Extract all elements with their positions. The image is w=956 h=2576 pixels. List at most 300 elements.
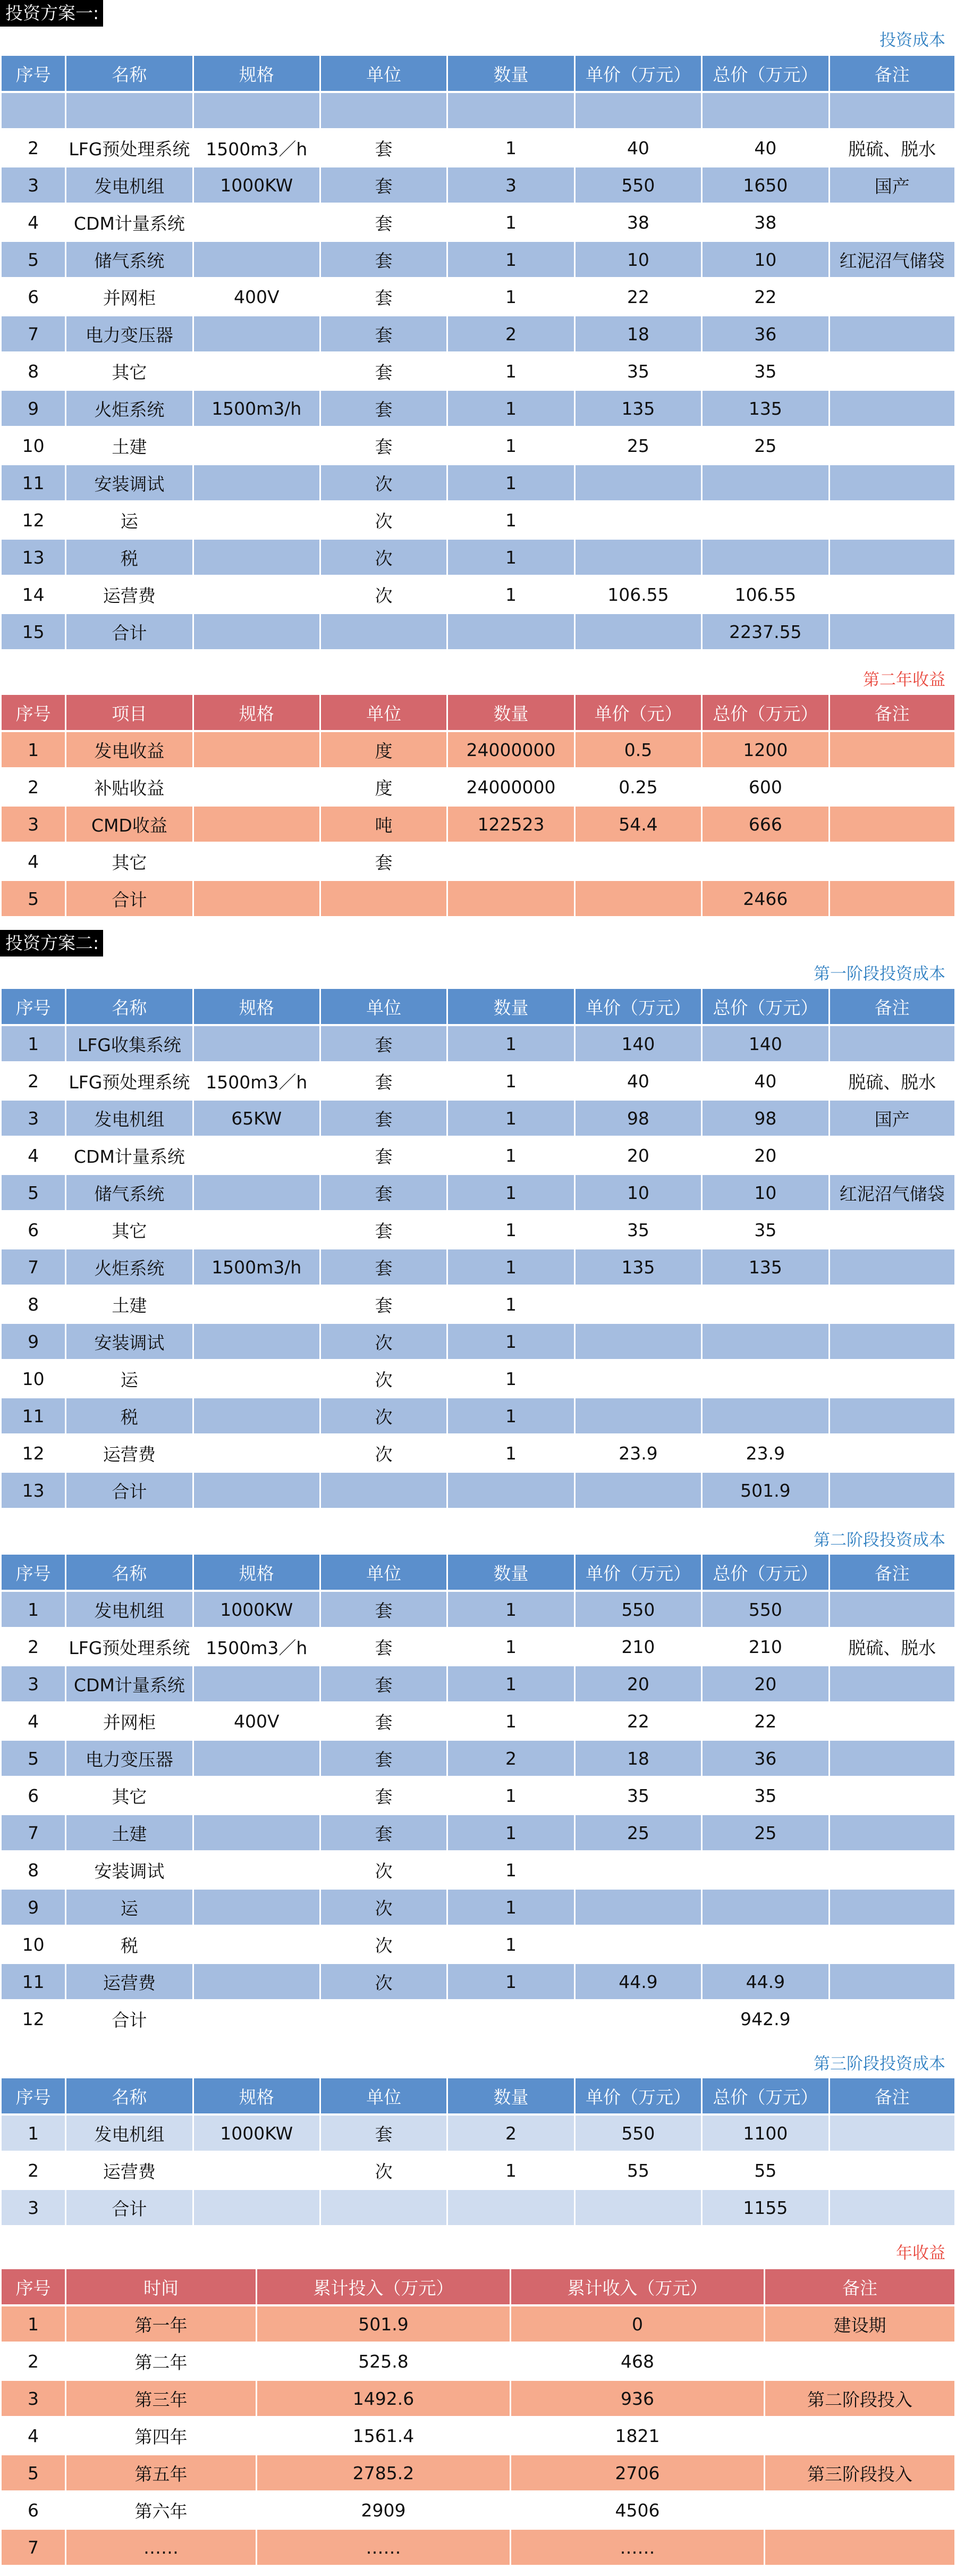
table-cell: 40 [576,130,701,165]
table-cell [194,614,319,649]
table-cell: 套 [321,1249,446,1285]
table-cell: 4 [2,205,65,240]
table-cell: 发电机组 [66,1101,192,1136]
table-cell: 1 [448,1361,573,1396]
table-cell: 1100 [703,2116,828,2151]
table-row [2,1101,954,1136]
table-cell: 35 [703,354,828,389]
table-cell: 运 [66,502,192,538]
table-cell: 44.9 [576,1964,701,1999]
table-cell: 2237.55 [703,614,828,649]
table-cell [703,844,828,879]
table-row [2,93,954,128]
table-cell [703,1287,828,1322]
table-cell: 140 [576,1026,701,1061]
column-header: 数量 [448,695,573,730]
column-header: 总价（万元） [703,989,828,1024]
table-row [2,1964,954,1999]
table-cell: 运 [66,1361,192,1396]
table-cell: 98 [703,1101,828,1136]
table-cell: 5 [2,881,65,916]
table-cell: 套 [321,428,446,463]
table-cell: 运营费 [66,1436,192,1471]
column-header: 备注 [830,56,954,91]
table-cell [194,1287,319,1322]
table-cell: 1 [448,1398,573,1433]
table-cell: 1 [448,465,573,500]
table-cell [765,2344,954,2379]
table-cell [321,881,446,916]
table-cell: 20 [703,1138,828,1173]
column-header: 单位 [321,989,446,1024]
table-cell: 14 [2,577,65,612]
table-cell [576,540,701,575]
column-header: 单价（万元） [576,989,701,1024]
table-cell: 468 [511,2344,764,2379]
table-cell: 6 [2,1212,65,1247]
table-cell: 土建 [66,1815,192,1850]
table-cell [830,391,954,426]
table-cell: 其它 [66,354,192,389]
table-cell: 套 [321,1741,446,1776]
table-row [2,769,954,804]
table-cell: 套 [321,1629,446,1664]
table-cell: 1 [448,1287,573,1322]
table-cell: 38 [576,205,701,240]
table-cell: 35 [576,1212,701,1247]
table-cell [830,1778,954,1813]
table-row [2,279,954,314]
table-cell [194,465,319,500]
table-cell: 40 [703,130,828,165]
column-header: 备注 [830,695,954,730]
table-cell [576,1927,701,1962]
table-cell [194,316,319,351]
table-cell: 第六年 [66,2493,256,2528]
table-cell: 35 [576,354,701,389]
column-header: 累计收入（万元） [511,2269,764,2304]
table-cell [830,732,954,767]
column-header: 序号 [2,989,65,1024]
table-row [2,2344,954,2379]
table-cell: 1 [448,2153,573,2188]
table-cell: 套 [321,1592,446,1627]
table-cell: 18 [576,316,701,351]
plan2-annual-table [0,2267,956,2567]
table-cell: 次 [321,577,446,612]
table-cell [830,1287,954,1322]
table-cell [830,1890,954,1925]
table-cell [194,1741,319,1776]
table-cell [703,540,828,575]
table-cell: 400V [194,279,319,314]
table-cell [448,1473,573,1508]
column-header: 规格 [194,56,319,91]
table-cell: 红泥沼气储袋 [830,242,954,277]
column-header: 累计投入（万元） [257,2269,510,2304]
table-cell [576,1852,701,1887]
table-cell: 电力变压器 [66,1741,192,1776]
table-cell: 1 [2,732,65,767]
table-cell [576,502,701,538]
table-cell: 1500m3／h [194,1063,319,1098]
table-cell: 火炬系统 [66,1249,192,1285]
table-cell: 套 [321,1026,446,1061]
table-cell: 10 [703,242,828,277]
table-cell [830,1927,954,1962]
table-cell [703,1361,828,1396]
table-cell: 1 [448,1890,573,1925]
table-cell: LFG预处理系统 [66,130,192,165]
table-cell [830,2001,954,2036]
table-cell [703,502,828,538]
table-cell [194,205,319,240]
table-cell: 525.8 [257,2344,510,2379]
table-cell: 补贴收益 [66,769,192,804]
table-cell: 6 [2,279,65,314]
table-cell: 10 [576,242,701,277]
table-cell: 安装调试 [66,465,192,500]
table-cell: 合计 [66,881,192,916]
table-row [2,1778,954,1813]
table-cell [321,2190,446,2225]
column-header: 单位 [321,2078,446,2113]
table-cell: 2 [2,2153,65,2188]
table-cell: 1 [448,1026,573,1061]
table-cell: 次 [321,1398,446,1433]
table-cell: 套 [321,130,446,165]
table-cell: 税 [66,1927,192,1962]
table-row [2,354,954,389]
table-row [2,1361,954,1396]
table-cell [830,2153,954,2188]
table-cell: 4506 [511,2493,764,2528]
table-row [2,1063,954,1098]
column-header: 单价（万元） [576,2078,701,2113]
table-cell: 次 [321,1361,446,1396]
table-row [2,881,954,916]
table-row [2,1666,954,1701]
table-row [2,1852,954,1887]
table-cell: 2 [2,1063,65,1098]
table-cell: 3 [2,2190,65,2225]
column-header: 名称 [66,989,192,1024]
table-cell: 套 [321,242,446,277]
table-cell [830,881,954,916]
table-cell [448,93,573,128]
table-cell [194,1138,319,1173]
table-cell [576,2001,701,2036]
table-cell: 第二年 [66,2344,256,2379]
column-header: 序号 [2,695,65,730]
table-cell: LFG预处理系统 [66,1063,192,1098]
table-cell: 4 [2,844,65,879]
table-cell: 35 [576,1778,701,1813]
table-row [2,2418,954,2453]
column-header: 单价（万元） [576,56,701,91]
column-header: 序号 [2,2269,65,2304]
table-row [2,2306,954,2342]
table-cell: 2 [448,316,573,351]
table-cell [576,1324,701,1359]
table-cell: 210 [576,1629,701,1664]
table-cell: 套 [321,1101,446,1136]
table-cell: 其它 [66,844,192,879]
table-cell [830,577,954,612]
table-cell: 套 [321,391,446,426]
table-cell: 第三年 [66,2381,256,2416]
table-cell [448,881,573,916]
table-cell: CDM计量系统 [66,1666,192,1701]
table-cell: 12 [2,1436,65,1471]
table-cell: 5 [2,242,65,277]
table-cell: 2 [2,2344,65,2379]
plan2-stage1-caption: 第一阶段投资成本 [814,964,945,984]
table-cell: 55 [703,2153,828,2188]
table-cell: 1 [448,1852,573,1887]
column-header: 单位 [321,1555,446,1590]
plan2-label: 投资方案二: [0,930,103,956]
table-cell: 土建 [66,1287,192,1322]
table-cell: 1 [448,428,573,463]
table-cell: 22 [576,1704,701,1739]
table-cell: 度 [321,732,446,767]
table-cell: 36 [703,1741,828,1776]
table-cell: 5 [2,1741,65,1776]
table-cell: 1 [448,1592,573,1627]
table-cell [194,1324,319,1359]
table-row [2,1890,954,1925]
table-cell: 1 [448,279,573,314]
table-cell: 套 [321,844,446,879]
table-cell [194,1212,319,1247]
table-cell: 44.9 [703,1964,828,1999]
table-cell [194,1436,319,1471]
column-header: 规格 [194,1555,319,1590]
table-cell: 54.4 [576,807,701,842]
table-cell: 第四年 [66,2418,256,2453]
table-cell: 501.9 [703,1473,828,1508]
table-cell [194,1175,319,1210]
table-cell [576,1473,701,1508]
table-cell: 2 [2,769,65,804]
table-cell: 发电机组 [66,2116,192,2151]
table-cell: 第二阶段投入 [765,2381,954,2416]
table-cell: 135 [576,391,701,426]
table-cell: 次 [321,2153,446,2188]
table-cell: 25 [576,428,701,463]
table-cell: 40 [576,1063,701,1098]
table-cell: 套 [321,1175,446,1210]
table-header-row [2,2269,954,2304]
table-row [2,205,954,240]
table-cell: 106.55 [576,577,701,612]
table-cell: 运营费 [66,2153,192,2188]
table-cell: 1 [2,1592,65,1627]
table-cell: 7 [2,316,65,351]
table-cell [576,1398,701,1433]
table-cell: 7 [2,2530,65,2565]
table-cell: 106.55 [703,577,828,612]
table-cell: 3 [2,1666,65,1701]
table-cell [830,1666,954,1701]
table-cell: 运营费 [66,1964,192,1999]
table-cell [765,2530,954,2565]
table-cell: 1500m3/h [194,1249,319,1285]
column-header: 名称 [66,2078,192,2113]
table-cell: 10 [2,428,65,463]
table-cell: 1492.6 [257,2381,510,2416]
table-cell: 666 [703,807,828,842]
table-cell: 套 [321,354,446,389]
column-header: 序号 [2,2078,65,2113]
table-cell: 安装调试 [66,1852,192,1887]
table-cell [448,614,573,649]
table-cell [830,502,954,538]
table-cell: 11 [2,1398,65,1433]
table-cell: 1 [448,1778,573,1813]
table-cell: 套 [321,1287,446,1322]
table-cell: 次 [321,1852,446,1887]
table-cell: 税 [66,540,192,575]
table-cell [703,1852,828,1887]
table-cell: 1 [448,1249,573,1285]
table-row [2,1324,954,1359]
table-cell: 发电机组 [66,1592,192,1627]
table-cell [830,279,954,314]
table-cell: 5 [2,2455,65,2490]
column-header: 数量 [448,56,573,91]
table-cell [194,1666,319,1701]
table-cell: 3 [2,1101,65,1136]
table-cell: 1 [448,1063,573,1098]
table-cell: 35 [703,1778,828,1813]
table-cell: 1821 [511,2418,764,2453]
column-header: 单价（万元） [576,1555,701,1590]
table-cell [765,2418,954,2453]
table-cell: 1 [448,1212,573,1247]
table-row [2,2116,954,2151]
table-cell: 8 [2,354,65,389]
table-cell: 红泥沼气储袋 [830,1175,954,1210]
table-row [2,1473,954,1508]
column-header: 总价（万元） [703,2078,828,2113]
table-cell: 土建 [66,428,192,463]
table-cell [194,844,319,879]
table-cell [576,881,701,916]
table-row [2,1741,954,1776]
table-cell: 第五年 [66,2455,256,2490]
table-cell: 1 [448,1175,573,1210]
table-cell: 135 [703,1249,828,1285]
plan2-stage2-table [0,1553,956,2038]
table-row [2,1249,954,1285]
table-cell: 2466 [703,881,828,916]
table-cell [194,577,319,612]
table-cell: 10 [576,1175,701,1210]
table-cell: 1 [448,577,573,612]
table-cell: 501.9 [257,2306,510,2342]
table-cell: 65KW [194,1101,319,1136]
table-cell: 1561.4 [257,2418,510,2453]
table-cell [830,465,954,500]
table-row [2,167,954,203]
column-header: 总价（万元） [703,56,828,91]
table-cell: 脱硫、脱水 [830,130,954,165]
table-cell [830,807,954,842]
table-cell: 10 [2,1361,65,1396]
table-cell: 合计 [66,614,192,649]
table-cell: 25 [576,1815,701,1850]
plan1-cost-table [0,54,956,651]
table-cell: 40 [703,1063,828,1098]
table-cell: 0 [511,2306,764,2342]
table-cell [765,2493,954,2528]
table-cell [448,2001,573,2036]
column-header: 备注 [830,1555,954,1590]
table-cell [830,354,954,389]
column-header: 项目 [66,695,192,730]
table-cell [576,1890,701,1925]
table-cell: 23.9 [576,1436,701,1471]
table-cell: 20 [703,1666,828,1701]
table-row [2,577,954,612]
table-cell: 套 [321,1138,446,1173]
plan2-stage2-caption: 第二阶段投资成本 [814,1531,945,1550]
table-cell: 2 [448,2116,573,2151]
column-header: 数量 [448,2078,573,2113]
table-cell: CMD收益 [66,807,192,842]
table-cell [576,93,701,128]
table-row [2,1704,954,1739]
table-row [2,130,954,165]
table-cell [194,2190,319,2225]
table-cell: 1 [448,1436,573,1471]
table-cell: 12 [2,2001,65,2036]
table-row [2,2001,954,2036]
table-cell: 套 [321,205,446,240]
table-cell: …… [257,2530,510,2565]
table-cell: 1 [448,1138,573,1173]
table-cell: 次 [321,1890,446,1925]
table-cell: 1 [448,1324,573,1359]
table-cell: 23.9 [703,1436,828,1471]
table-cell: 4 [2,1138,65,1173]
table-cell: 安装调试 [66,1324,192,1359]
table-cell: 122523 [448,807,573,842]
table-cell [194,2001,319,2036]
table-cell: 1 [448,205,573,240]
table-cell: 1650 [703,167,828,203]
column-header: 规格 [194,989,319,1024]
table-cell: 0.25 [576,769,701,804]
table-cell: 0.5 [576,732,701,767]
table-cell: 140 [703,1026,828,1061]
table-header-row [2,989,954,1024]
table-cell: 并网柜 [66,1704,192,1739]
table-cell [830,1026,954,1061]
table-cell: 2 [448,1741,573,1776]
table-cell: 脱硫、脱水 [830,1629,954,1664]
table-cell: 3 [2,167,65,203]
table-cell: 11 [2,1964,65,1999]
table-row [2,2190,954,2225]
table-cell: 98 [576,1101,701,1136]
table-cell: 13 [2,1473,65,1508]
table-cell: 18 [576,1741,701,1776]
table-cell [830,1741,954,1776]
plan1-revenue-table [0,693,956,918]
